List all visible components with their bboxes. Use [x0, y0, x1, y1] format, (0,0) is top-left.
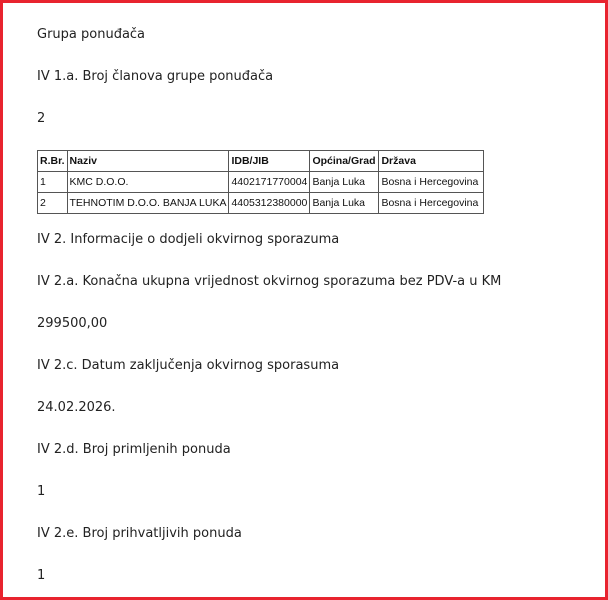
conclusion-date-label: IV 2.c. Datum zaključenja okvirnog sporasuma: [37, 358, 340, 373]
table-row: [38, 193, 484, 214]
group-heading: Grupa ponuđača: [37, 27, 146, 42]
acceptable-offers-label: IV 2.e. Broj prihvatljivih ponuda: [37, 526, 242, 541]
members-table: [37, 150, 484, 214]
section-iv2-heading: IV 2. Informacije o dodjeli okvirnog sporazuma: [37, 232, 340, 247]
cell-idb-jib: 4402171770004: [229, 172, 310, 193]
members-count-label: IV 1.a. Broj članova grupe ponuđača: [37, 69, 274, 84]
received-offers-label: IV 2.d. Broj primljenih ponuda: [37, 442, 231, 457]
members-count-value: 2: [37, 111, 46, 126]
conclusion-date: 24.02.2026.: [37, 400, 116, 415]
table-header-row: [38, 151, 484, 172]
acceptable-offers: 1: [37, 568, 46, 583]
cell-opcina-grad: Banja Luka: [310, 172, 379, 193]
total-value: 299500,00: [37, 316, 108, 331]
header-opcina-grad: Općina/Grad: [310, 151, 379, 172]
received-offers: 1: [37, 484, 46, 499]
cell-naziv: TEHNOTIM D.O.O. BANJA LUKA: [67, 193, 229, 214]
cell-drzava: Bosna i Hercegovina: [379, 193, 484, 214]
header-rbr: R.Br.: [38, 151, 68, 172]
header-idb-jib: IDB/JIB: [229, 151, 310, 172]
cell-naziv: KMC D.O.O.: [67, 172, 229, 193]
total-value-label: IV 2.a. Konačna ukupna vrijednost okvirnog sporazuma bez PDV-a u KM: [37, 274, 502, 289]
header-drzava: Država: [379, 151, 484, 172]
cell-rbr: 1: [38, 172, 68, 193]
cell-rbr: 2: [38, 193, 68, 214]
header-naziv: Naziv: [67, 151, 229, 172]
cell-idb-jib: 4405312380000: [229, 193, 310, 214]
cell-opcina-grad: Banja Luka: [310, 193, 379, 214]
table-row: [38, 172, 484, 193]
cell-drzava: Bosna i Hercegovina: [379, 172, 484, 193]
